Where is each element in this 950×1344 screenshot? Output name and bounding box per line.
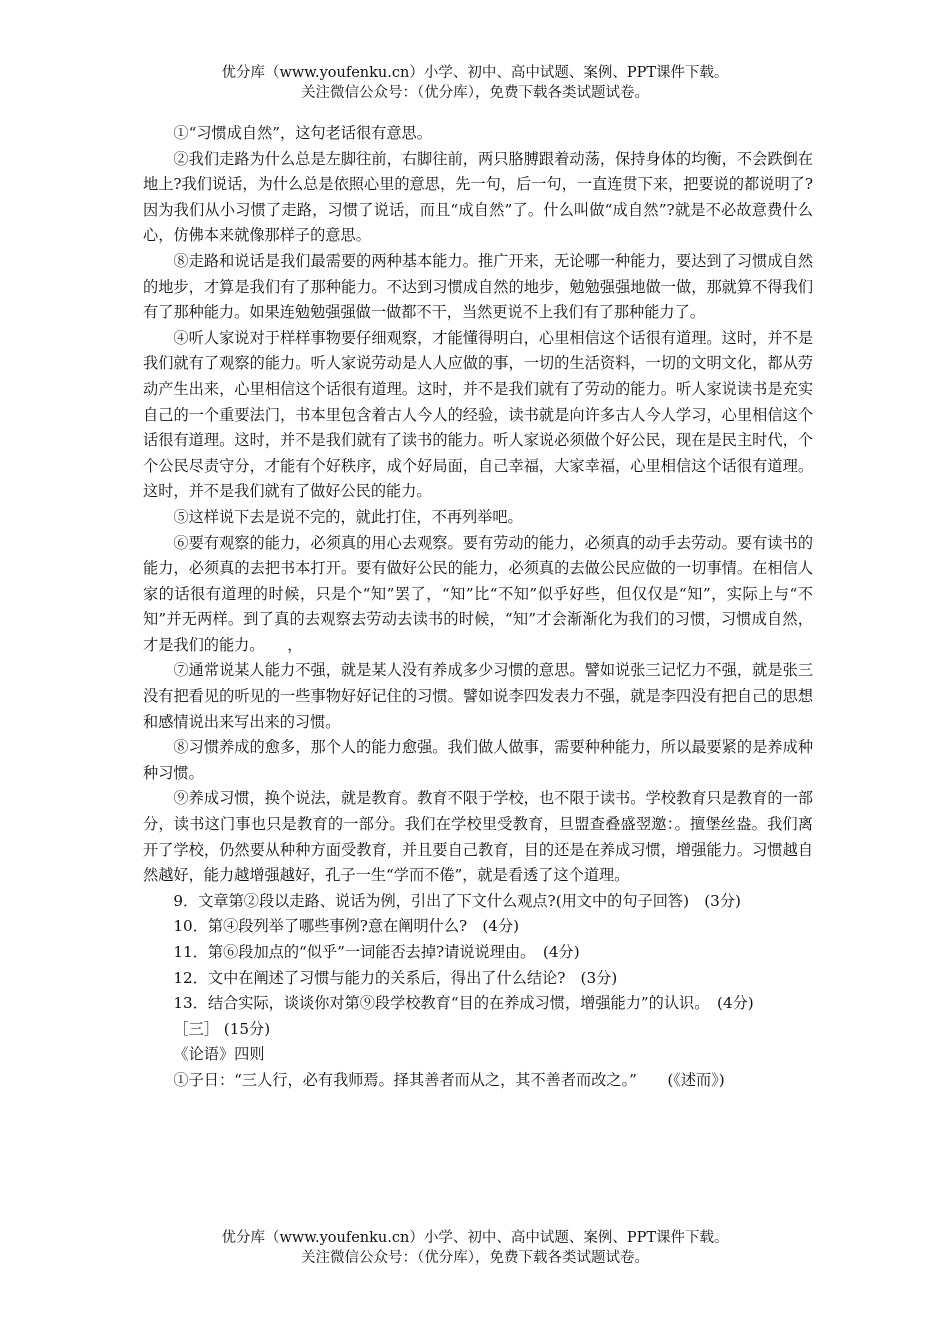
document-body: [143, 121, 813, 1094]
header-line-2: 关注微信公众号：（优分库），免费下载各类试题试卷。: [301, 85, 649, 101]
paragraph-3: ⑧走路和说话是我们最需要的两种基本能力。推广开来，无论哪一种能力，要达到了习惯成自然的地步，才算是我们有了那种能力。不达到习惯成自然的地步，勉勉强强地做一做，那就算不得我们有了那种能力。如果连勉勉强强做一做都不干，当然更说不上我们有了那种能力了。: [143, 251, 813, 322]
question-10: 10．第④段列举了哪些事例?意在阐明什么? (4分): [173, 917, 520, 936]
page-header: [0, 63, 950, 103]
question-13: 13．结合实际，谈谈你对第⑨段学校教育“目的在养成习惯，增强能力”的认识。 (4分): [173, 994, 754, 1013]
question-9: 9．文章第②段以走路、说话为例，引出了下文什么观点?(用文中的句子回答) (3分): [173, 891, 741, 910]
section-heading: ［三］ (15分): [173, 1019, 271, 1038]
paragraph-6: ⑥要有观察的能力，必须真的用心去观察。要有劳动的能力，必须真的动手去劳动。要有读书的能力，必须真的去把书本打开。要有做好公民的能力，必须真的去做公民应做的一切事情。在相信人家的话很有道理的时候，只是个“知”罢了，“知”比“不知”似乎好些，但仅仅是“知”，实际上与“不知”并无两样。到了真的去观察去劳动去读书的时候，“知”才会渐渐化为我们的习惯，习惯成自然，才是我们的能力。 ，: [143, 533, 813, 654]
paragraph-5: ⑤这样说下去是说不完的，就此打住，不再列举吧。: [173, 507, 523, 526]
footer-line-2: 关注微信公众号：（优分库），免费下载各类试题试卷。: [301, 1250, 649, 1266]
question-12: 12．文中在阐述了习惯与能力的关系后，得出了什么结论? (3分): [173, 968, 618, 987]
paragraph-4: ④听人家说对于样样事物要仔细观察，才能懂得明白，心里相信这个话很有道理。这时，并不是我们就有了观察的能力。听人家说劳动是人人应做的事，一切的生活资料，一切的文明文化，都从劳动产生出来，心里相信这个话很有道理。这时，并不是我们就有了劳动的能力。听人家说读书是充实自己的一个重要法门，书本里包含着古人今人的经验，读书就是向许多古人今人学习，心里相信这个话很有道理。这时，并不是我们就有了读书的能力。听人家说必须做个好公民，现在是民主时代，个个公民尽责守分，才能有个好秩序，成个好局面，自己幸福，大家幸福，心里相信这个话很有道理。这时，并不是我们就有了做好公民的能力。: [143, 328, 813, 501]
analects-item-1: ①子日：“三人行，必有我师焉。择其善者而从之，其不善者而改之。” (《述而》): [173, 1070, 725, 1089]
paragraph-2: ②我们走路为什么总是左脚往前，右脚往前，两只胳膊跟着动荡，保持身体的均衡，不会跌倒在地上?我们说话，为什么总是依照心里的意思，先一句，后一句，一直连贯下来，把要说的都说明了?因为我们从小习惯了走路，习惯了说话，而且“成自然”了。什么叫做“成自然”?就是不必故意费什么心，仿佛本来就像那样子的意思。: [143, 149, 813, 245]
question-11: 11．第⑥段加点的“似乎”一词能否去掉?请说说理由。 (4分): [173, 943, 580, 961]
paragraph-8: ⑧习惯养成的愈多，那个人的能力愈强。我们做人做事，需要种种能力，所以最要紧的是养成种种习惯。: [143, 738, 813, 782]
header-line-1: 优分库（www.youfenku.cn）小学、初中、高中试题、案例、PPT课件下载。: [221, 65, 729, 81]
footer-line-1: 优分库（www.youfenku.cn）小学、初中、高中试题、案例、PPT课件下载。: [221, 1230, 729, 1246]
page-footer: [0, 1228, 950, 1268]
paragraph-7: ⑦通常说某人能力不强，就是某人没有养成多少习惯的意思。譬如说张三记忆力不强，就是张三没有把看见的听见的一些事物好好记住的习惯。譬如说李四发表力不强，就是李四没有把自己的思想和感情说出来写出来的习惯。: [143, 661, 813, 731]
paragraph-9: ⑨养成习惯，换个说法，就是教育。教育不限于学校，也不限于读书。学校教育只是教育的一部分，读书这门事也只是教育的一部分。我们在学校里受教育，旦盟查叠盛翌邀：。擅堡丝盎。我们离开了学校，仍然要从种种方面受教育，并且要自己教育，目的还是在养成习惯，增强能力。习惯越自然越好，能力越增强越好，孔子一生“学而不倦”，就是看透了这个道理。: [143, 789, 813, 885]
section-title: 《论语》四则: [173, 1045, 265, 1064]
paragraph-1: ①“习惯成自然”，这句老话很有意思。: [173, 124, 432, 142]
